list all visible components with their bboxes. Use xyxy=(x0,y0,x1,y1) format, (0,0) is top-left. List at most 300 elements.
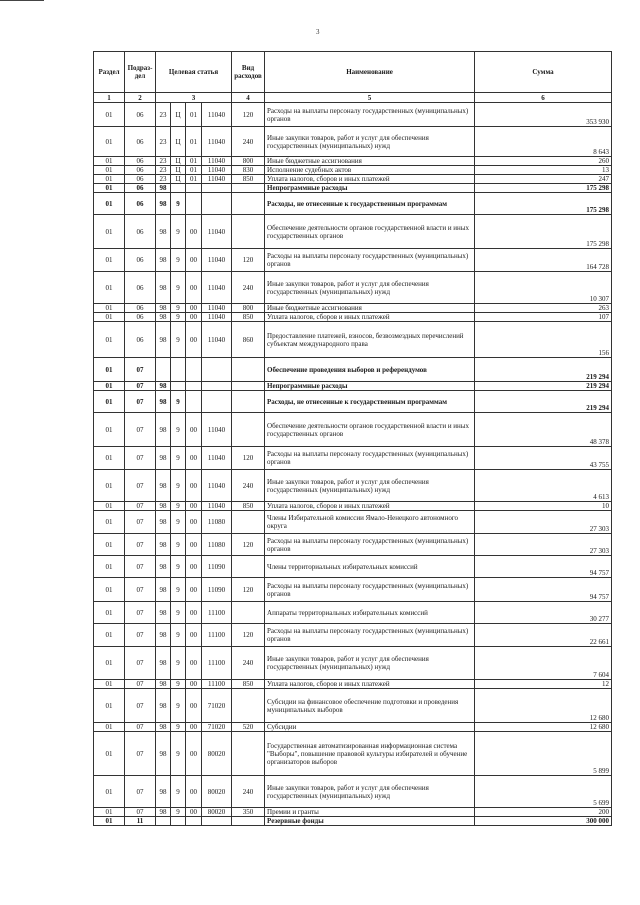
cell-subsection: 07 xyxy=(125,358,156,382)
cell-section: 01 xyxy=(94,358,125,382)
cell-target-direction: 80020 xyxy=(202,776,232,808)
cell-section: 01 xyxy=(94,127,125,157)
table-row xyxy=(94,470,612,502)
cell-section: 01 xyxy=(94,304,125,313)
cell-target-subprogram: 9 xyxy=(171,624,186,647)
cell-target-main-event: 00 xyxy=(186,689,202,723)
cell-amount: 300 000 xyxy=(475,817,612,826)
cell-target-subprogram: 9 xyxy=(171,680,186,689)
cell-amount: 107 xyxy=(475,313,612,322)
cell-section: 01 xyxy=(94,511,125,534)
cell-section: 01 xyxy=(94,322,125,358)
cell-expense-type: 850 xyxy=(232,680,265,689)
cell-target-program: 23 xyxy=(156,127,171,157)
cell-target-program: 98 xyxy=(156,215,171,249)
cell-expense-type xyxy=(232,511,265,534)
cell-target-main-event xyxy=(186,193,202,215)
cell-target-program: 98 xyxy=(156,502,171,511)
cell-amount: 353 930 xyxy=(475,103,612,127)
cell-subsection: 06 xyxy=(125,127,156,157)
table-row xyxy=(94,502,612,511)
cell-expense-type: 120 xyxy=(232,447,265,470)
cell-target-main-event: 00 xyxy=(186,511,202,534)
cell-target-direction: 11090 xyxy=(202,578,232,602)
cell-target-main-event: 00 xyxy=(186,304,202,313)
cell-amount: 30 277 xyxy=(475,602,612,624)
cell-amount: 263 xyxy=(475,304,612,313)
cell-target-program: 98 xyxy=(156,556,171,578)
cell-expense-type xyxy=(232,358,265,382)
table-body xyxy=(94,103,612,826)
cell-name: Субсидии xyxy=(265,723,475,732)
cell-target-main-event: 00 xyxy=(186,272,202,304)
cell-subsection: 06 xyxy=(125,322,156,358)
cell-target-direction: 11040 xyxy=(202,322,232,358)
cell-expense-type: 120 xyxy=(232,578,265,602)
cell-subsection: 07 xyxy=(125,689,156,723)
cell-name: Иные бюджетные ассигнования xyxy=(265,157,475,166)
cell-target-direction: 11040 xyxy=(202,157,232,166)
cell-target-subprogram xyxy=(171,184,186,193)
cell-subsection: 07 xyxy=(125,502,156,511)
cell-section: 01 xyxy=(94,723,125,732)
cell-target-subprogram: 9 xyxy=(171,502,186,511)
cell-amount: 27 303 xyxy=(475,534,612,556)
cell-name: Непрограммные расходы xyxy=(265,184,475,193)
cell-target-subprogram: 9 xyxy=(171,304,186,313)
cell-subsection: 07 xyxy=(125,382,156,391)
cell-target-program: 98 xyxy=(156,578,171,602)
table-row xyxy=(94,680,612,689)
cell-expense-type: 120 xyxy=(232,534,265,556)
cell-subsection: 07 xyxy=(125,447,156,470)
cell-target-main-event: 00 xyxy=(186,556,202,578)
cell-name: Расходы на выплаты персоналу государственных (муниципальных) органов xyxy=(265,447,475,470)
cell-expense-type: 520 xyxy=(232,723,265,732)
table-row xyxy=(94,413,612,447)
cell-expense-type xyxy=(232,817,265,826)
cell-amount: 7 604 xyxy=(475,647,612,680)
cell-target-direction: 11040 xyxy=(202,166,232,175)
cell-target-main-event: 00 xyxy=(186,624,202,647)
cell-name: Иные закупки товаров, работ и услуг для обеспечения государственных (муниципальных) нужд xyxy=(265,127,475,157)
cell-name: Расходы на выплаты персоналу государственных (муниципальных) органов xyxy=(265,534,475,556)
cell-target-program: 98 xyxy=(156,391,171,413)
cell-section: 01 xyxy=(94,817,125,826)
cell-name: Расходы, не отнесенные к государственным программам xyxy=(265,193,475,215)
table-row xyxy=(94,175,612,184)
cell-subsection: 06 xyxy=(125,215,156,249)
cell-section: 01 xyxy=(94,249,125,272)
cell-target-subprogram: 9 xyxy=(171,578,186,602)
cell-target-program: 98 xyxy=(156,647,171,680)
cell-target-main-event: 00 xyxy=(186,215,202,249)
cell-amount: 27 303 xyxy=(475,511,612,534)
cell-subsection: 06 xyxy=(125,103,156,127)
cell-target-main-event: 00 xyxy=(186,249,202,272)
cell-name: Аппараты территориальных избирательных комиссий xyxy=(265,602,475,624)
cell-expense-type xyxy=(232,602,265,624)
cell-section: 01 xyxy=(94,215,125,249)
cell-amount: 219 294 xyxy=(475,391,612,413)
cell-target-program: 98 xyxy=(156,680,171,689)
cell-target-subprogram: Ц xyxy=(171,103,186,127)
cell-amount: 247 xyxy=(475,175,612,184)
cell-section: 01 xyxy=(94,470,125,502)
cell-target-direction: 71020 xyxy=(202,689,232,723)
cell-expense-type: 800 xyxy=(232,157,265,166)
table-row xyxy=(94,624,612,647)
cell-expense-type: 850 xyxy=(232,313,265,322)
cell-amount: 219 294 xyxy=(475,358,612,382)
cell-section: 01 xyxy=(94,689,125,723)
table-row xyxy=(94,391,612,413)
cell-target-program: 98 xyxy=(156,689,171,723)
table-row xyxy=(94,578,612,602)
table-row xyxy=(94,723,612,732)
cell-target-direction: 11040 xyxy=(202,304,232,313)
cell-target-main-event: 00 xyxy=(186,470,202,502)
cell-target-direction: 11040 xyxy=(202,175,232,184)
cell-target-subprogram: Ц xyxy=(171,157,186,166)
cell-target-program: 23 xyxy=(156,103,171,127)
cell-expense-type xyxy=(232,215,265,249)
table-row xyxy=(94,534,612,556)
cell-target-direction xyxy=(202,382,232,391)
table-row xyxy=(94,184,612,193)
table-row xyxy=(94,808,612,817)
cell-target-subprogram: 9 xyxy=(171,470,186,502)
cell-target-program: 98 xyxy=(156,272,171,304)
cell-target-direction xyxy=(202,391,232,413)
cell-subsection: 07 xyxy=(125,732,156,776)
cell-target-main-event: 00 xyxy=(186,447,202,470)
cell-section: 01 xyxy=(94,808,125,817)
cell-name: Предоставление платежей, взносов, безвозмездных перечислений субъектам международного права xyxy=(265,322,475,358)
cell-target-program: 98 xyxy=(156,413,171,447)
cell-expense-type xyxy=(232,732,265,776)
cell-target-main-event xyxy=(186,817,202,826)
cell-expense-type xyxy=(232,391,265,413)
cell-subsection: 07 xyxy=(125,776,156,808)
table-row xyxy=(94,776,612,808)
header-amount: Сумма xyxy=(475,52,612,93)
cell-target-program: 98 xyxy=(156,304,171,313)
cell-target-main-event xyxy=(186,391,202,413)
cell-section: 01 xyxy=(94,502,125,511)
cell-target-direction: 80020 xyxy=(202,808,232,817)
cell-target-direction xyxy=(202,193,232,215)
cell-target-direction: 11040 xyxy=(202,103,232,127)
table-row xyxy=(94,689,612,723)
cell-target-subprogram: 9 xyxy=(171,391,186,413)
cell-section: 01 xyxy=(94,534,125,556)
cell-subsection: 07 xyxy=(125,578,156,602)
cell-section: 01 xyxy=(94,556,125,578)
cell-target-main-event xyxy=(186,184,202,193)
cell-target-direction: 80020 xyxy=(202,732,232,776)
cell-target-main-event: 00 xyxy=(186,578,202,602)
cell-amount: 12 xyxy=(475,680,612,689)
cell-subsection: 06 xyxy=(125,313,156,322)
cell-target-subprogram: 9 xyxy=(171,511,186,534)
table-row xyxy=(94,382,612,391)
cell-target-subprogram: 9 xyxy=(171,647,186,680)
cell-amount: 5 699 xyxy=(475,776,612,808)
cell-target-program: 98 xyxy=(156,382,171,391)
cell-amount: 22 661 xyxy=(475,624,612,647)
table-row xyxy=(94,157,612,166)
cell-section: 01 xyxy=(94,647,125,680)
cell-expense-type: 240 xyxy=(232,470,265,502)
cell-target-main-event: 01 xyxy=(186,175,202,184)
cell-target-main-event: 00 xyxy=(186,502,202,511)
table-row xyxy=(94,447,612,470)
cell-target-program: 23 xyxy=(156,157,171,166)
cell-expense-type: 850 xyxy=(232,175,265,184)
cell-name: Расходы на выплаты персоналу государственных (муниципальных) органов xyxy=(265,103,475,127)
cell-target-subprogram: 9 xyxy=(171,732,186,776)
cell-target-main-event: 00 xyxy=(186,602,202,624)
header-name: Наименование xyxy=(265,52,475,93)
table-row xyxy=(94,304,612,313)
column-number: 2 xyxy=(125,93,156,103)
cell-subsection: 07 xyxy=(125,511,156,534)
cell-target-subprogram: 9 xyxy=(171,776,186,808)
cell-subsection: 07 xyxy=(125,723,156,732)
cell-target-direction: 11080 xyxy=(202,534,232,556)
cell-name: Обеспечение деятельности органов государственной власти и иных государственных органов xyxy=(265,215,475,249)
cell-target-subprogram: 9 xyxy=(171,249,186,272)
cell-target-direction: 11040 xyxy=(202,249,232,272)
cell-target-main-event: 00 xyxy=(186,313,202,322)
cell-section: 01 xyxy=(94,391,125,413)
cell-target-direction: 11040 xyxy=(202,413,232,447)
column-number: 6 xyxy=(475,93,612,103)
cell-target-subprogram xyxy=(171,358,186,382)
cell-subsection: 07 xyxy=(125,624,156,647)
cell-section: 01 xyxy=(94,175,125,184)
cell-section: 01 xyxy=(94,157,125,166)
cell-section: 01 xyxy=(94,413,125,447)
cell-subsection: 11 xyxy=(125,817,156,826)
cell-target-program: 98 xyxy=(156,776,171,808)
cell-subsection: 07 xyxy=(125,534,156,556)
cell-target-program xyxy=(156,817,171,826)
cell-amount: 5 899 xyxy=(475,732,612,776)
cell-target-program: 98 xyxy=(156,808,171,817)
cell-amount: 13 xyxy=(475,166,612,175)
table-row xyxy=(94,215,612,249)
cell-expense-type xyxy=(232,184,265,193)
cell-target-program xyxy=(156,358,171,382)
cell-target-program: 98 xyxy=(156,184,171,193)
cell-target-main-event: 00 xyxy=(186,732,202,776)
cell-target-subprogram: Ц xyxy=(171,127,186,157)
cell-target-main-event xyxy=(186,358,202,382)
cell-subsection: 07 xyxy=(125,391,156,413)
table-row xyxy=(94,647,612,680)
cell-subsection: 07 xyxy=(125,556,156,578)
cell-target-subprogram: 9 xyxy=(171,723,186,732)
cell-target-main-event: 00 xyxy=(186,680,202,689)
cell-target-subprogram: 9 xyxy=(171,322,186,358)
cell-expense-type xyxy=(232,382,265,391)
cell-name: Члены территориальных избирательных комиссий xyxy=(265,556,475,578)
table-header-row xyxy=(94,52,612,93)
cell-expense-type: 120 xyxy=(232,249,265,272)
cell-subsection: 06 xyxy=(125,304,156,313)
cell-target-direction: 11100 xyxy=(202,624,232,647)
cell-amount: 12 680 xyxy=(475,723,612,732)
cell-target-subprogram xyxy=(171,382,186,391)
cell-subsection: 06 xyxy=(125,184,156,193)
cell-amount: 48 378 xyxy=(475,413,612,447)
column-number: 5 xyxy=(265,93,475,103)
cell-subsection: 07 xyxy=(125,470,156,502)
cell-target-main-event xyxy=(186,382,202,391)
cell-expense-type xyxy=(232,413,265,447)
cell-target-program: 98 xyxy=(156,313,171,322)
cell-expense-type: 120 xyxy=(232,624,265,647)
cell-target-main-event: 00 xyxy=(186,534,202,556)
cell-target-subprogram: 9 xyxy=(171,556,186,578)
table-row xyxy=(94,313,612,322)
cell-subsection: 06 xyxy=(125,272,156,304)
cell-expense-type xyxy=(232,689,265,723)
cell-target-subprogram: 9 xyxy=(171,534,186,556)
cell-target-subprogram: 9 xyxy=(171,215,186,249)
cell-target-program: 98 xyxy=(156,624,171,647)
cell-target-subprogram: 9 xyxy=(171,413,186,447)
cell-target-direction: 71020 xyxy=(202,723,232,732)
table-row xyxy=(94,103,612,127)
cell-subsection: 07 xyxy=(125,680,156,689)
cell-target-direction: 11100 xyxy=(202,680,232,689)
cell-target-program: 98 xyxy=(156,723,171,732)
cell-target-direction xyxy=(202,358,232,382)
cell-amount: 175 298 xyxy=(475,184,612,193)
table-row xyxy=(94,127,612,157)
table-row xyxy=(94,166,612,175)
cell-target-subprogram: 9 xyxy=(171,447,186,470)
cell-amount: 94 757 xyxy=(475,578,612,602)
cell-amount: 12 680 xyxy=(475,689,612,723)
cell-target-direction: 11100 xyxy=(202,602,232,624)
cell-target-direction: 11040 xyxy=(202,272,232,304)
cell-section: 01 xyxy=(94,602,125,624)
cell-target-main-event: 01 xyxy=(186,166,202,175)
cell-name: Обеспечение проведения выборов и референдумов xyxy=(265,358,475,382)
cell-expense-type: 240 xyxy=(232,127,265,157)
cell-target-subprogram: 9 xyxy=(171,602,186,624)
cell-target-main-event: 00 xyxy=(186,413,202,447)
cell-name: Непрограммные расходы xyxy=(265,382,475,391)
cell-name: Премии и гранты xyxy=(265,808,475,817)
cell-target-subprogram: Ц xyxy=(171,175,186,184)
table-row xyxy=(94,817,612,826)
cell-section: 01 xyxy=(94,382,125,391)
table-row xyxy=(94,556,612,578)
cell-section: 01 xyxy=(94,680,125,689)
cell-name: Уплата налогов, сборов и иных платежей xyxy=(265,680,475,689)
cell-target-main-event: 01 xyxy=(186,103,202,127)
table-row xyxy=(94,249,612,272)
cell-expense-type xyxy=(232,193,265,215)
cell-target-direction: 11040 xyxy=(202,215,232,249)
budget-table xyxy=(93,51,612,826)
cell-target-direction: 11100 xyxy=(202,647,232,680)
cell-name: Резервные фонды xyxy=(265,817,475,826)
cell-subsection: 06 xyxy=(125,157,156,166)
cell-target-subprogram xyxy=(171,817,186,826)
cell-target-program: 98 xyxy=(156,602,171,624)
header-expense-type: Вид расходов xyxy=(232,52,265,93)
cell-amount: 94 757 xyxy=(475,556,612,578)
cell-name: Иные закупки товаров, работ и услуг для обеспечения государственных (муниципальных) нужд xyxy=(265,776,475,808)
cell-name: Расходы на выплаты персоналу государственных (муниципальных) органов xyxy=(265,578,475,602)
cell-target-main-event: 00 xyxy=(186,723,202,732)
cell-section: 01 xyxy=(94,184,125,193)
cell-name: Уплата налогов, сборов и иных платежей xyxy=(265,313,475,322)
cell-amount: 260 xyxy=(475,157,612,166)
cell-section: 01 xyxy=(94,776,125,808)
cell-target-program: 98 xyxy=(156,322,171,358)
cell-section: 01 xyxy=(94,193,125,215)
cell-amount: 175 298 xyxy=(475,215,612,249)
cell-target-main-event: 00 xyxy=(186,808,202,817)
column-number: 4 xyxy=(232,93,265,103)
cell-expense-type: 850 xyxy=(232,502,265,511)
cell-target-program: 98 xyxy=(156,511,171,534)
cell-subsection: 07 xyxy=(125,647,156,680)
cell-target-direction: 11040 xyxy=(202,127,232,157)
cell-target-program: 98 xyxy=(156,732,171,776)
header-target-article: Целевая статья xyxy=(156,52,232,93)
cell-name: Иные закупки товаров, работ и услуг для обеспечения государственных (муниципальных) нужд xyxy=(265,470,475,502)
cell-target-subprogram: 9 xyxy=(171,193,186,215)
cell-amount: 175 298 xyxy=(475,193,612,215)
table-row xyxy=(94,602,612,624)
cell-amount: 200 xyxy=(475,808,612,817)
cell-name: Иные бюджетные ассигнования xyxy=(265,304,475,313)
cell-section: 01 xyxy=(94,732,125,776)
cell-name: Государственная автоматизированная информационная система "Выборы", повышение правовой культуры избирателей и обучение организаторов выборов xyxy=(265,732,475,776)
table-row xyxy=(94,272,612,304)
cell-amount: 4 613 xyxy=(475,470,612,502)
cell-name: Иные закупки товаров, работ и услуг для обеспечения государственных (муниципальных) нужд xyxy=(265,272,475,304)
column-number-row xyxy=(94,93,612,103)
cell-expense-type: 860 xyxy=(232,322,265,358)
cell-name: Уплата налогов, сборов и иных платежей xyxy=(265,175,475,184)
cell-target-subprogram: 9 xyxy=(171,689,186,723)
cell-expense-type xyxy=(232,556,265,578)
cell-section: 01 xyxy=(94,272,125,304)
cell-section: 01 xyxy=(94,313,125,322)
cell-target-program: 98 xyxy=(156,249,171,272)
cell-target-direction xyxy=(202,184,232,193)
cell-subsection: 06 xyxy=(125,175,156,184)
cell-target-subprogram: 9 xyxy=(171,272,186,304)
cell-target-program: 98 xyxy=(156,193,171,215)
cell-target-direction xyxy=(202,817,232,826)
cell-name: Иные закупки товаров, работ и услуг для обеспечения государственных (муниципальных) нужд xyxy=(265,647,475,680)
cell-name: Уплата налогов, сборов и иных платежей xyxy=(265,502,475,511)
cell-expense-type: 830 xyxy=(232,166,265,175)
cell-expense-type: 800 xyxy=(232,304,265,313)
cell-target-direction: 11090 xyxy=(202,556,232,578)
cell-section: 01 xyxy=(94,103,125,127)
